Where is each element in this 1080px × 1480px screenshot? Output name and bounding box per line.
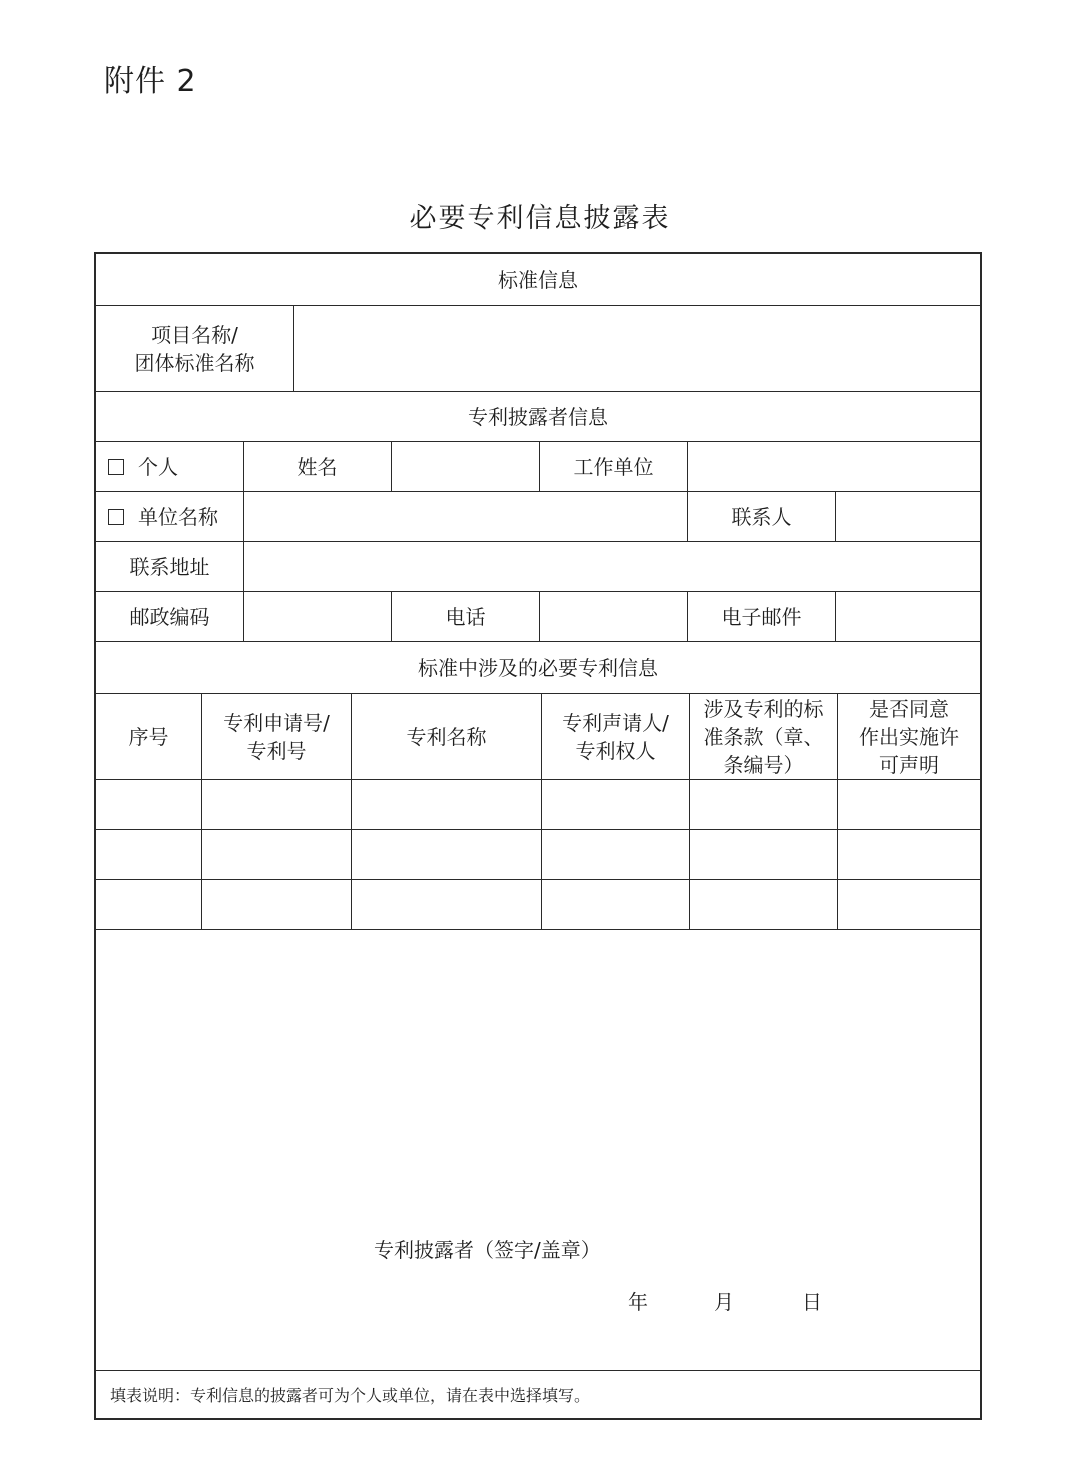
individual-label: 个人	[138, 454, 178, 479]
project-name-label	[96, 306, 294, 391]
header-line: 专利权人	[575, 738, 656, 763]
fill-instructions: 填表说明：专利信息的披露者可为个人或单位，请在表中选择填写。	[96, 1370, 980, 1418]
project-name-label-line1: 项目名称/	[151, 322, 238, 347]
work-unit-label: 工作单位	[540, 442, 688, 491]
contact-label: 联系人	[688, 492, 836, 541]
header-line: 条编号）	[723, 752, 804, 777]
form-title: 必要专利信息披露表	[409, 203, 671, 234]
table-row	[96, 880, 980, 930]
standard-clause-cell[interactable]	[690, 780, 838, 829]
header-line: 涉及专利的标	[703, 696, 824, 721]
header-serial-number	[96, 694, 202, 779]
patent-number-cell[interactable]	[202, 880, 352, 929]
disclosure-form	[94, 252, 982, 1420]
standard-clause-cell[interactable]	[690, 830, 838, 879]
address-field[interactable]	[244, 542, 980, 591]
organization-row	[96, 492, 980, 542]
serial-number-cell[interactable]	[96, 780, 202, 829]
email-field[interactable]	[836, 592, 980, 641]
section-standard-info	[96, 254, 980, 306]
serial-number-cell[interactable]	[96, 880, 202, 929]
header-line: 可声明	[879, 752, 939, 777]
patent-owner-cell[interactable]	[542, 780, 690, 829]
patent-table-header	[96, 694, 980, 780]
work-unit-field[interactable]	[688, 442, 980, 491]
license-consent-cell[interactable]	[838, 780, 980, 829]
header-line: 专利名称	[406, 724, 487, 749]
date-year: 年	[628, 1290, 648, 1314]
section-patent-info	[96, 642, 980, 694]
date-day: 日	[802, 1290, 822, 1314]
individual-option[interactable]	[96, 442, 244, 491]
organization-checkbox[interactable]	[108, 509, 124, 525]
project-name-row	[96, 306, 980, 392]
header-patent-number	[202, 694, 352, 779]
patent-name-cell[interactable]	[352, 780, 542, 829]
patent-number-cell[interactable]	[202, 780, 352, 829]
postcode-label: 邮政编码	[96, 592, 244, 641]
contact-field[interactable]	[836, 492, 980, 541]
standard-clause-cell[interactable]	[690, 880, 838, 929]
organization-field[interactable]	[244, 492, 688, 541]
header-standard-clause	[690, 694, 838, 779]
patent-number-cell[interactable]	[202, 830, 352, 879]
date-month: 月	[714, 1290, 734, 1314]
header-line: 专利声请人/	[562, 710, 669, 735]
license-consent-cell[interactable]	[838, 880, 980, 929]
section-title: 标准中涉及的必要专利信息	[418, 655, 658, 680]
patent-name-cell[interactable]	[352, 880, 542, 929]
serial-number-cell[interactable]	[96, 830, 202, 879]
header-patent-name	[352, 694, 542, 779]
header-line: 专利号	[246, 738, 307, 763]
name-field[interactable]	[392, 442, 540, 491]
header-patent-owner	[542, 694, 690, 779]
section-title: 专利披露者信息	[468, 404, 608, 429]
header-line: 序号	[128, 724, 169, 749]
license-consent-cell[interactable]	[838, 830, 980, 879]
patent-name-cell[interactable]	[352, 830, 542, 879]
phone-field[interactable]	[540, 592, 688, 641]
table-row	[96, 780, 980, 830]
table-row	[96, 830, 980, 880]
section-discloser-info	[96, 392, 980, 442]
email-label: 电子邮件	[688, 592, 836, 641]
section-title: 标准信息	[498, 267, 578, 292]
header-line: 准条款（章、	[703, 724, 824, 749]
project-name-field[interactable]	[294, 306, 980, 391]
phone-label: 电话	[392, 592, 540, 641]
address-label: 联系地址	[96, 542, 244, 591]
patent-owner-cell[interactable]	[542, 880, 690, 929]
signature-label: 专利披露者（签字/盖章）	[374, 1238, 601, 1262]
name-label: 姓名	[244, 442, 392, 491]
header-line: 作出实施许	[859, 724, 959, 749]
attachment-label: 附件 2	[104, 64, 197, 99]
postcode-field[interactable]	[244, 592, 392, 641]
patent-owner-cell[interactable]	[542, 830, 690, 879]
header-license-consent	[838, 694, 980, 779]
organization-label: 单位名称	[138, 504, 218, 529]
individual-row	[96, 442, 980, 492]
postcode-row	[96, 592, 980, 642]
address-row	[96, 542, 980, 592]
individual-checkbox[interactable]	[108, 459, 124, 475]
header-line: 是否同意	[869, 696, 949, 721]
organization-option[interactable]	[96, 492, 244, 541]
project-name-label-line2: 团体标准名称	[134, 350, 255, 375]
header-line: 专利申请号/	[223, 710, 330, 735]
